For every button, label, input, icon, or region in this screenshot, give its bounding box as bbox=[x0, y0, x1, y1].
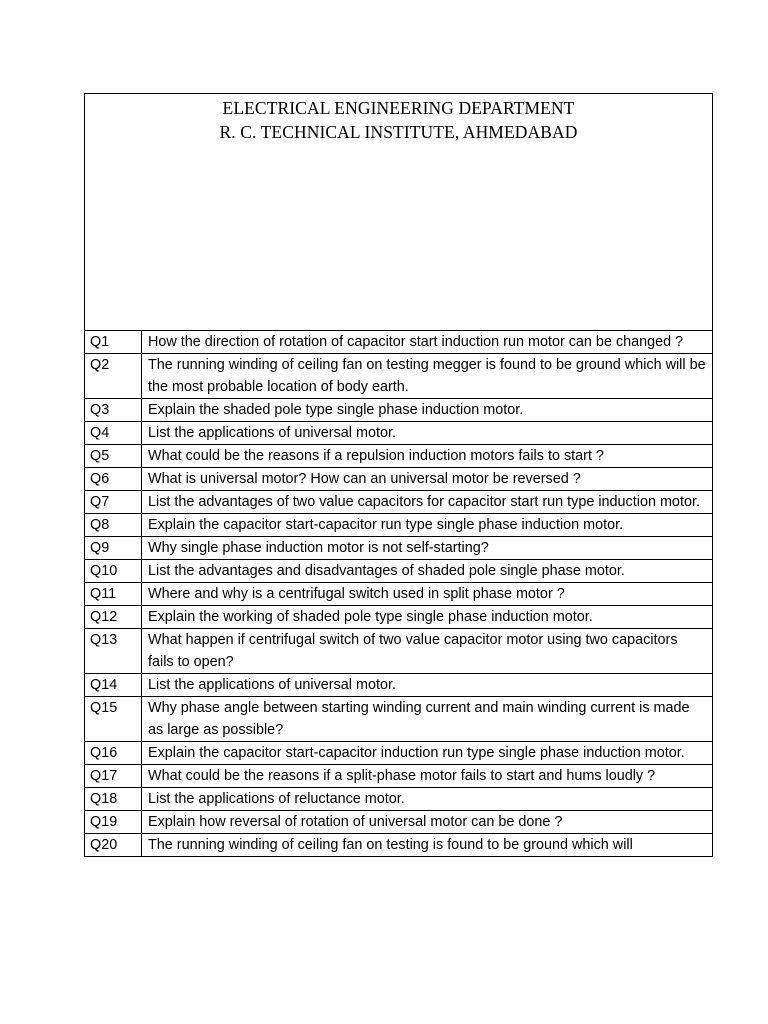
institute-title: R. C. TECHNICAL INSTITUTE, AHMEDABAD bbox=[219, 122, 578, 142]
question-text: Explain the capacitor start-capacitor run type single phase induction motor. bbox=[142, 514, 713, 537]
question-row bbox=[85, 788, 713, 811]
question-number: Q14 bbox=[85, 674, 142, 697]
question-text: Explain the capacitor start-capacitor induction run type single phase induction motor. bbox=[142, 742, 713, 765]
question-row bbox=[85, 606, 713, 629]
question-text: Explain how reversal of rotation of universal motor can be done ? bbox=[142, 811, 713, 834]
question-number: Q8 bbox=[85, 514, 142, 537]
question-text: Why single phase induction motor is not self-starting? bbox=[142, 537, 713, 560]
question-row bbox=[85, 560, 713, 583]
header-row bbox=[85, 94, 713, 331]
question-row bbox=[85, 537, 713, 560]
question-number: Q20 bbox=[85, 834, 142, 857]
question-number: Q4 bbox=[85, 422, 142, 445]
question-row bbox=[85, 422, 713, 445]
question-number: Q7 bbox=[85, 491, 142, 514]
question-row bbox=[85, 742, 713, 765]
question-number: Q10 bbox=[85, 560, 142, 583]
question-row bbox=[85, 629, 713, 674]
header-cell bbox=[85, 94, 713, 331]
question-row bbox=[85, 583, 713, 606]
question-row bbox=[85, 445, 713, 468]
question-row bbox=[85, 811, 713, 834]
question-number: Q12 bbox=[85, 606, 142, 629]
question-text: List the advantages and disadvantages of shaded pole single phase motor. bbox=[142, 560, 713, 583]
question-row bbox=[85, 468, 713, 491]
question-text: What could be the reasons if a split-phase motor fails to start and hums loudly ? bbox=[142, 765, 713, 788]
question-number: Q1 bbox=[85, 331, 142, 354]
question-number: Q16 bbox=[85, 742, 142, 765]
question-text: List the applications of universal motor. bbox=[142, 422, 713, 445]
question-text: What is universal motor? How can an universal motor be reversed ? bbox=[142, 468, 713, 491]
question-text: The running winding of ceiling fan on testing megger is found to be ground which will be the most probable location of body earth. bbox=[142, 354, 713, 399]
question-text: Why phase angle between starting winding current and main winding current is made as large as possible? bbox=[142, 697, 713, 742]
question-row bbox=[85, 514, 713, 537]
question-table-body bbox=[85, 94, 713, 857]
question-row bbox=[85, 674, 713, 697]
question-text: What could be the reasons if a repulsion induction motors fails to start ? bbox=[142, 445, 713, 468]
question-number: Q11 bbox=[85, 583, 142, 606]
question-text: List the applications of universal motor. bbox=[142, 674, 713, 697]
question-number: Q19 bbox=[85, 811, 142, 834]
department-title: ELECTRICAL ENGINEERING DEPARTMENT bbox=[222, 98, 575, 118]
question-row bbox=[85, 354, 713, 399]
question-text: The running winding of ceiling fan on testing is found to be ground which will bbox=[142, 834, 713, 857]
question-table bbox=[84, 93, 713, 857]
question-row bbox=[85, 331, 713, 354]
question-number: Q13 bbox=[85, 629, 142, 674]
question-number: Q18 bbox=[85, 788, 142, 811]
question-text: Explain the shaded pole type single phase induction motor. bbox=[142, 399, 713, 422]
question-number: Q6 bbox=[85, 468, 142, 491]
question-number: Q5 bbox=[85, 445, 142, 468]
question-number: Q2 bbox=[85, 354, 142, 399]
question-number: Q15 bbox=[85, 697, 142, 742]
question-number: Q9 bbox=[85, 537, 142, 560]
question-text: How the direction of rotation of capacitor start induction run motor can be changed ? bbox=[142, 331, 713, 354]
question-row bbox=[85, 697, 713, 742]
question-number: Q17 bbox=[85, 765, 142, 788]
question-text: List the advantages of two value capacitors for capacitor start run type induction motor. bbox=[142, 491, 713, 514]
question-number: Q3 bbox=[85, 399, 142, 422]
question-text: Explain the working of shaded pole type single phase induction motor. bbox=[142, 606, 713, 629]
question-row bbox=[85, 834, 713, 857]
question-text: List the applications of reluctance motor. bbox=[142, 788, 713, 811]
question-row bbox=[85, 491, 713, 514]
question-text: Where and why is a centrifugal switch used in split phase motor ? bbox=[142, 583, 713, 606]
question-text: What happen if centrifugal switch of two value capacitor motor using two capacitors fails to open? bbox=[142, 629, 713, 674]
question-row bbox=[85, 399, 713, 422]
question-row bbox=[85, 765, 713, 788]
